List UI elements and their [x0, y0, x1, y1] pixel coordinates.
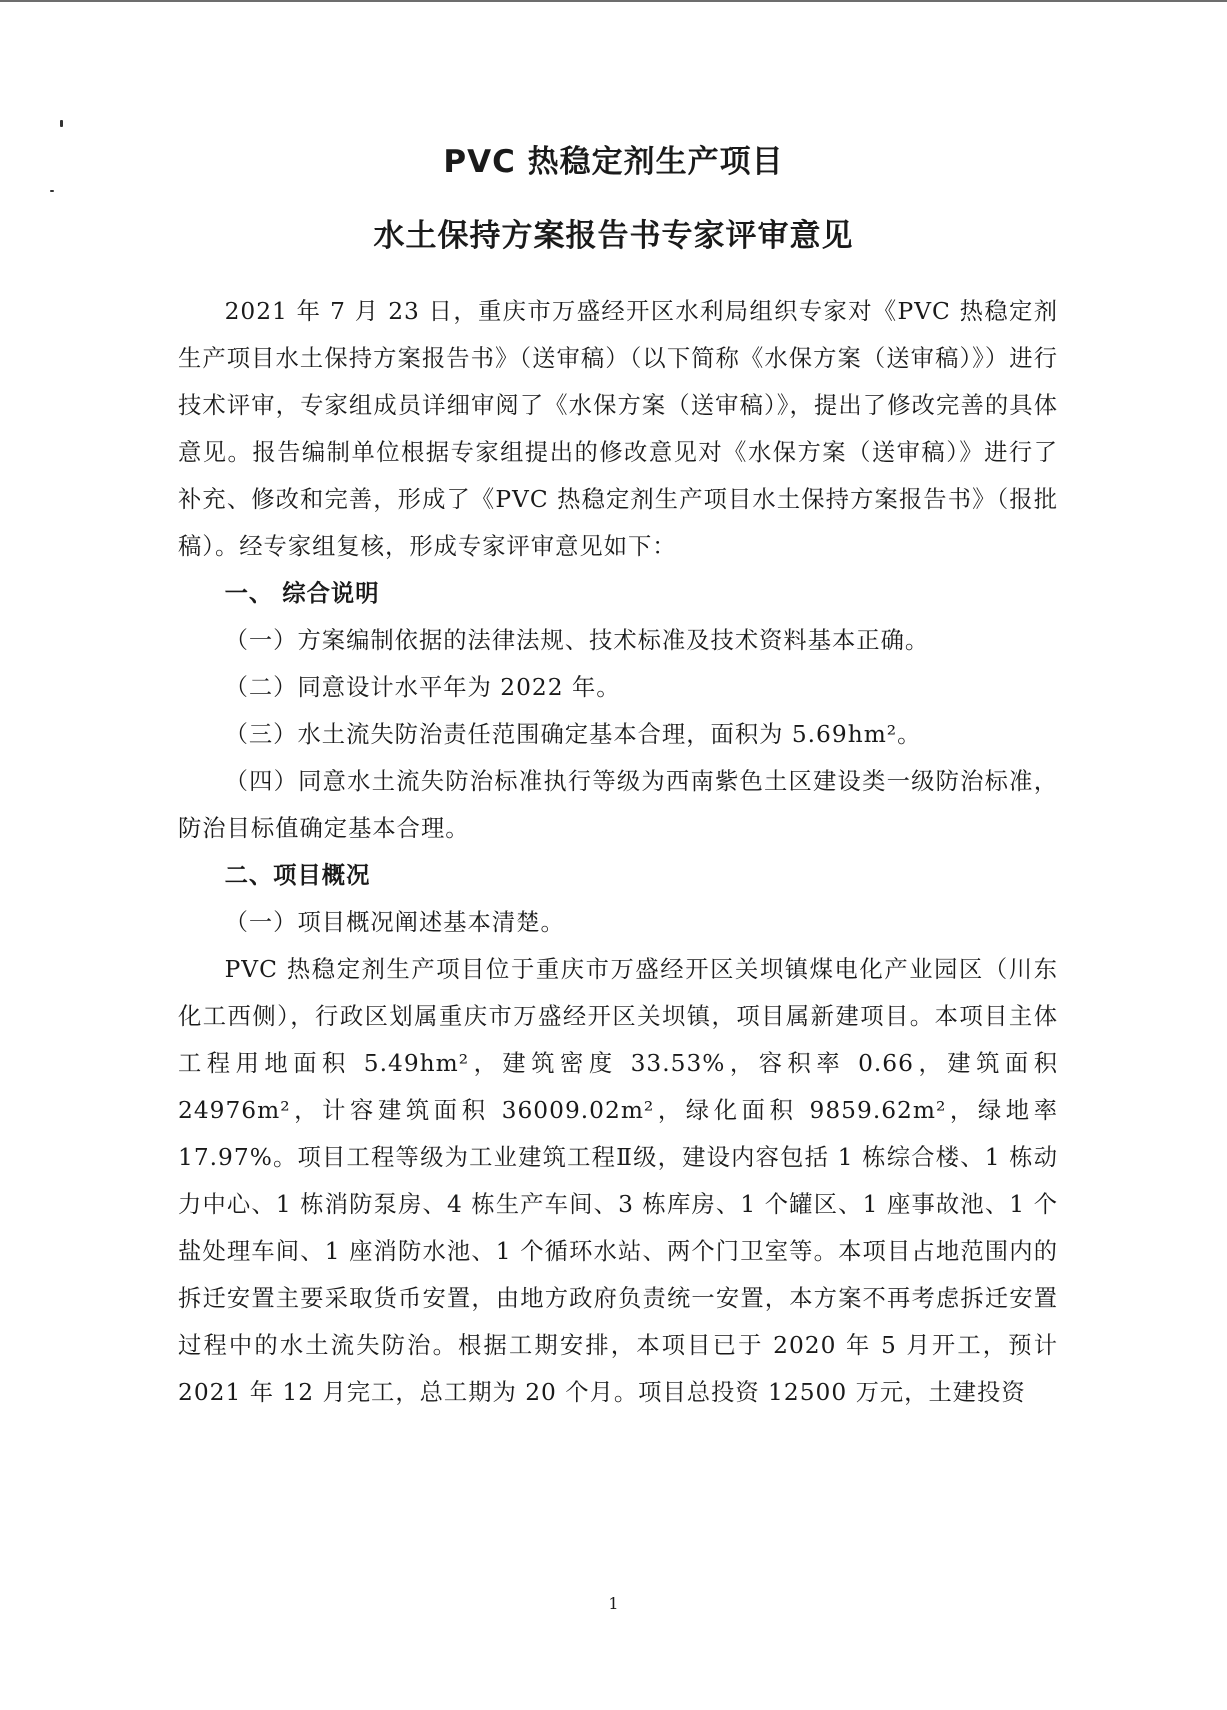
paragraph-item: （四）同意水土流失防治标准执行等级为西南紫色土区建设类一级防治标准，防治目标值确定基本合理。 — [178, 768, 1058, 842]
paragraph-project-description: PVC 热稳定剂生产项目位于重庆市万盛经开区关坝镇煤电化产业园区（川东化工西侧），行政区划属重庆市万盛经开区关坝镇，项目属新建项目。本项目主体工程用地面积 5.49hm²，建筑密度 33.53%，容积率 0.66，建筑面积 24976m²，计容建筑面积 36009.02m²，绿化面积 9859.62m²，绿地率 17.97%。项目工程等级为工业建筑工程Ⅱ级，建设内容包括 1 栋综合楼、1 栋动力中心、1 栋消防泵房、4 栋生产车间、3 栋库房、1 个罐区、1 座事故池、1 个盐处理车间、1 座消防水池、1 个循环水站、两个门卫室等。本项目占地范围内的拆迁安置主要采取货币安置，由地方政府负责统一安置，本方案不再考虑拆迁安置过程中的水土流失防治。根据工期安排，本项目已于 2020 年 5 月开工，预计 2021 年 12 月完工，总工期为 20 个月。项目总投资 12500 万元，土建投资 — [178, 956, 1058, 1406]
document-title-line-1: PVC 热稳定剂生产项目 — [443, 144, 784, 180]
paragraph-item: （三）水土流失防治责任范围确定基本合理，面积为 5.69hm²。 — [224, 721, 922, 748]
document-body — [178, 288, 1058, 1416]
scan-speck — [60, 120, 63, 127]
paragraph-intro: 2021 年 7 月 23 日，重庆市万盛经开区水利局组织专家对《PVC 热稳定剂生产项目水土保持方案报告书》（送审稿）（以下简称《水保方案（送审稿）》）进行技术评审，专家组成员详细审阅了《水保方案（送审稿）》，提出了修改完善的具体意见。报告编制单位根据专家组提出的修改意见对《水保方案（送审稿）》进行了补充、修改和完善，形成了《PVC 热稳定剂生产项目水土保持方案报告书》（报批稿）。经专家组复核，形成专家评审意见如下： — [178, 298, 1058, 560]
document-title-line-2: 水土保持方案报告书专家评审意见 — [373, 218, 854, 254]
section-heading-overview: 二、项目概况 — [224, 862, 371, 889]
page-number: 1 — [608, 1594, 619, 1613]
paragraph-item: （一）项目概况阐述基本清楚。 — [224, 909, 565, 936]
scan-top-edge — [0, 0, 1227, 2]
paragraph-item: （一）方案编制依据的法律法规、技术标准及技术资料基本正确。 — [224, 627, 930, 654]
paragraph-item: （二）同意设计水平年为 2022 年。 — [224, 674, 621, 701]
section-heading-summary: 一、 综合说明 — [224, 580, 380, 607]
scan-speck — [50, 190, 54, 192]
